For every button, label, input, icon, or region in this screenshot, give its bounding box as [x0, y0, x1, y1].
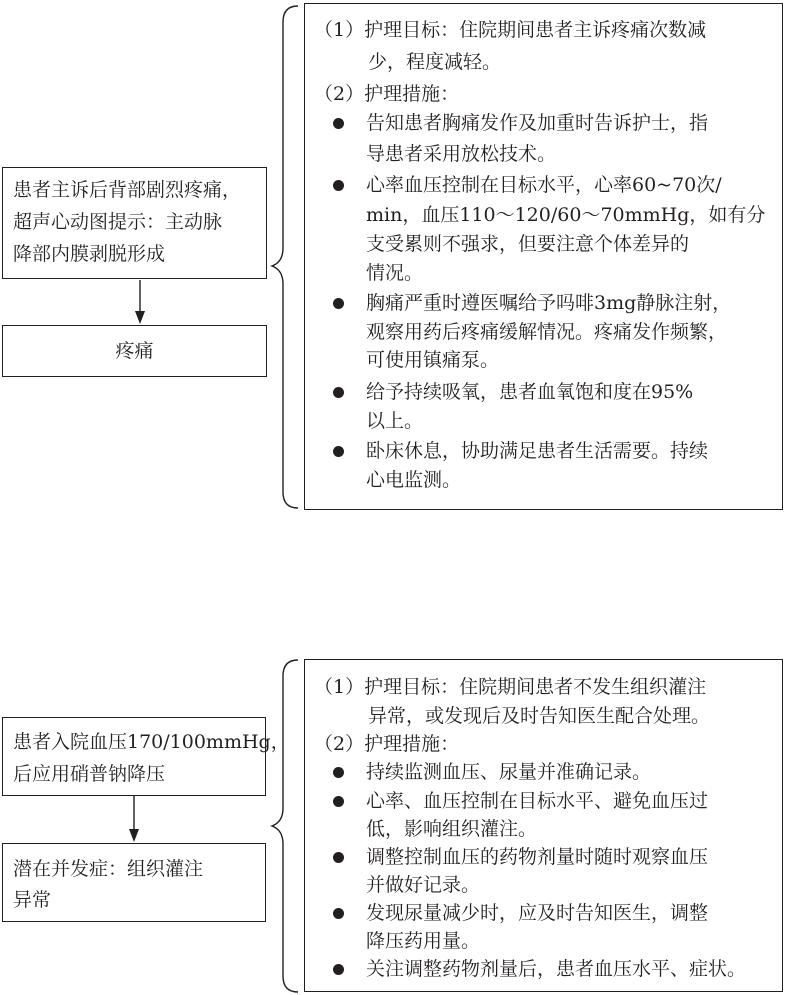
measures-heading: （2）护理措施： [314, 83, 460, 105]
arrow-down-icon [135, 280, 145, 324]
arrow-down-icon [129, 796, 139, 842]
bullet-line: 持续监测血压、尿量并准确记录。 [366, 761, 652, 783]
bullet-line: 并做好记录。 [366, 874, 481, 896]
bullet-icon [333, 298, 344, 309]
goal-line: （1）护理目标：住院期间患者不发生组织灌注 [314, 676, 707, 698]
problem-line: 降部内膜剥脱形成 [13, 243, 166, 265]
bullet-icon [333, 180, 344, 191]
bullet-line: 降压药用量。 [366, 930, 481, 952]
bullet-line: 给予持续吸氧，患者血氧饱和度在95% [366, 381, 694, 403]
diagnosis-line: 潜在并发症：组织灌注 [13, 858, 204, 880]
bullet-icon [333, 852, 344, 863]
bullet-line: 调整控制血压的药物剂量时随时观察血压 [366, 846, 709, 868]
bullet-icon [333, 767, 344, 778]
bullet-line: min，血压110～120/60～70mmHg，如有分 [366, 204, 766, 226]
curly-brace-icon [272, 6, 298, 508]
bullet-icon [333, 387, 344, 398]
goal-line: 少，程度减轻。 [368, 51, 502, 73]
diagnosis-line: 异常 [13, 889, 52, 911]
goal-line: （1）护理目标：住院期间患者主诉疼痛次数减 [314, 19, 707, 41]
bullet-icon [333, 964, 344, 975]
bullet-line: 卧床休息，协助满足患者生活需要。持续 [366, 440, 709, 462]
bullet-icon [333, 446, 344, 457]
bullet-line: 以上。 [366, 410, 424, 432]
bullet-line: 导患者采用放松技术。 [366, 143, 557, 165]
problem-line: 患者入院血压170/100mmHg， [13, 731, 290, 753]
bullet-line: 告知患者胸痛发作及加重时告诉护士，指 [366, 112, 709, 134]
bullet-line: 低，影响组织灌注。 [366, 818, 538, 840]
bullet-line: 心电监测。 [366, 469, 462, 491]
bullet-icon [333, 796, 344, 807]
bullet-icon [333, 908, 344, 919]
problem-line: 超声心动图提示：主动脉 [13, 211, 223, 233]
measures-heading: （2）护理措施： [314, 733, 460, 755]
curly-brace-icon [272, 660, 298, 992]
bullet-line: 胸痛严重时遵医嘱给予吗啡3mg静脉注射， [366, 292, 732, 314]
bullet-line: 可使用镇痛泵。 [366, 349, 500, 371]
bullet-icon [333, 118, 344, 129]
problem-line: 后应用硝普钠降压 [13, 763, 166, 785]
problem-line: 患者主诉后背部剧烈疼痛， [13, 179, 242, 201]
bullet-line: 心率血压控制在目标水平，心率60~70次/ [366, 174, 722, 196]
bullet-line: 心率、血压控制在目标水平、避免血压过 [366, 790, 709, 812]
bullet-line: 支受累则不强求，但要注意个体差异的 [366, 233, 690, 255]
diagnosis-label: 疼痛 [115, 340, 154, 362]
bullet-line: 情况。 [366, 262, 424, 284]
bullet-line: 发现尿量减少时，应及时告知医生，调整 [366, 902, 709, 924]
bullet-line: 观察用药后疼痛缓解情况。疼痛发作频繁， [366, 321, 728, 343]
bullet-line: 关注调整药物剂量后，患者血压水平、症状。 [366, 958, 747, 980]
goal-line: 异常，或发现后及时告知医生配合处理。 [368, 705, 711, 727]
